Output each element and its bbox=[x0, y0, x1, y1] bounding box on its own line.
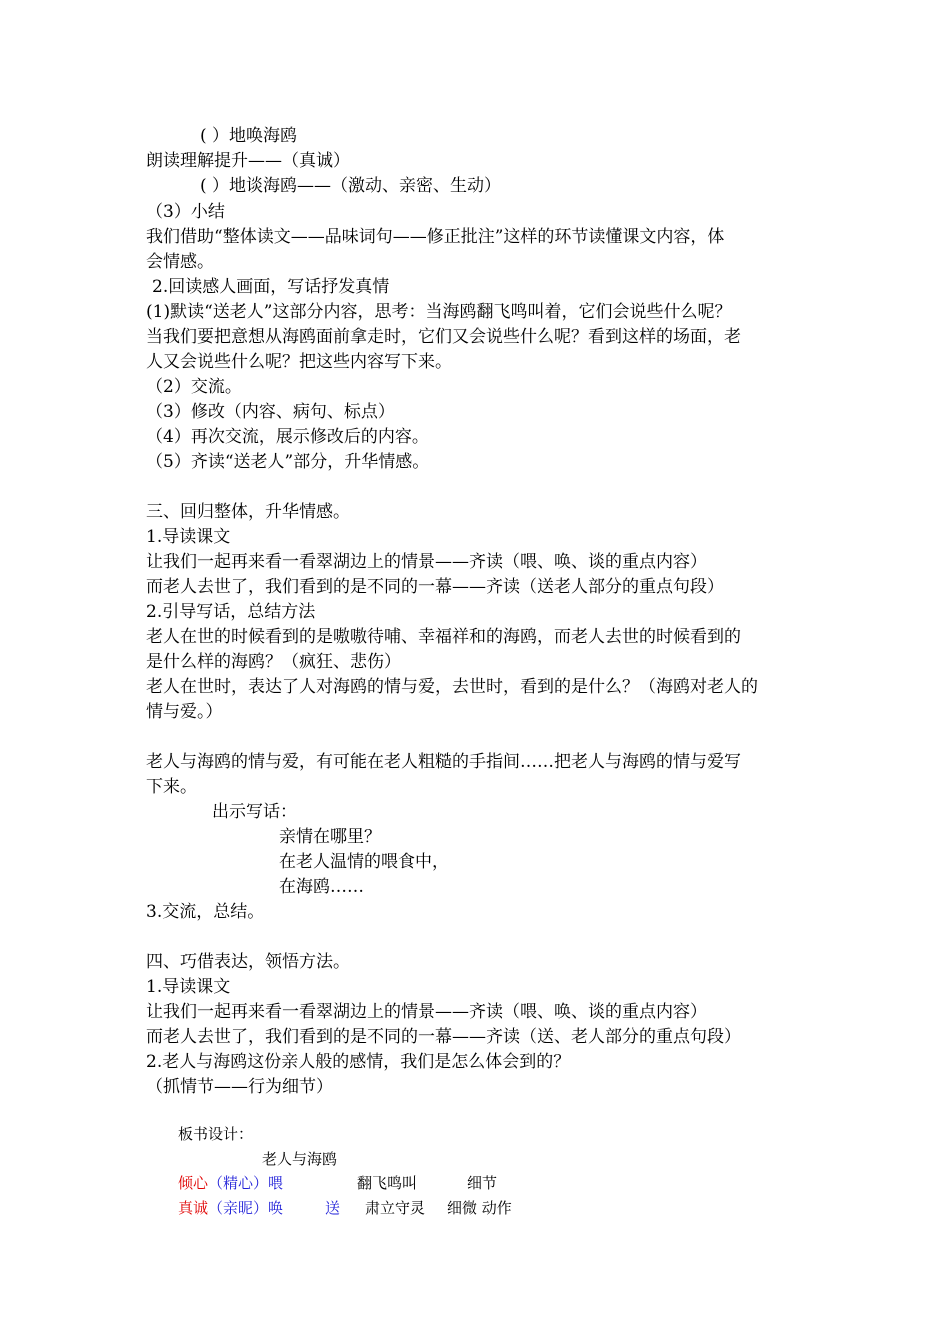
text-line: 下来。 bbox=[146, 777, 197, 797]
section-heading: 三、回归整体，升华情感。 bbox=[146, 502, 350, 522]
text-line: 是什么样的海鸥？（疯狂、悲伤） bbox=[146, 652, 401, 672]
text-line: 在老人温情的喂食中， bbox=[279, 852, 449, 872]
text-line: 老人在世的时候看到的是嗷嗷待哺、幸福祥和的海鸥，而老人去世的时候看到的 bbox=[146, 627, 741, 647]
text-line: 2.老人与海鸥这份亲人般的感情，我们是怎么体会到的？ bbox=[146, 1052, 571, 1072]
text-line: 出示写话： bbox=[212, 802, 297, 822]
text-line: 当我们要把意想从海鸥面前拿走时，它们又会说些什么呢？看到这样的场面，老 bbox=[146, 327, 741, 347]
text-line: 1.导读课文 bbox=[146, 527, 231, 547]
text-line: 亲情在哪里？ bbox=[279, 827, 381, 847]
text-line: 而老人去世了，我们看到的是不同的一幕——齐读（送老人部分的重点句段） bbox=[146, 577, 724, 597]
board-row2-mid: 肃立守灵 bbox=[365, 1199, 426, 1217]
text-line: ( ）地唤海鸥 bbox=[200, 126, 298, 146]
text-line: 2.回读感人画面，写话抒发真情 bbox=[152, 277, 390, 297]
text-line: 1.导读课文 bbox=[146, 977, 231, 997]
text-line: 3.交流，总结。 bbox=[146, 902, 265, 922]
text-line: 朗读理解提升——（真诚） bbox=[146, 151, 350, 171]
text-line: 让我们一起再来看一看翠湖边上的情景——齐读（喂、唤、谈的重点内容） bbox=[146, 552, 707, 572]
text-line: 2.引导写话，总结方法 bbox=[146, 602, 316, 622]
board-title: 老人与海鸥 bbox=[262, 1150, 338, 1168]
text-line: （5）齐读“送老人”部分，升华情感。 bbox=[146, 452, 430, 472]
board-row2-blue: （亲昵）唤 bbox=[208, 1199, 284, 1217]
board-row1-mid: 翻飞鸣叫 bbox=[357, 1174, 418, 1192]
text-line: ( ）地谈海鸥——（激动、亲密、生动） bbox=[200, 176, 502, 196]
text-line: 我们借助“整体读文——品味词句——修正批注”这样的环节读懂课文内容，体 bbox=[146, 227, 725, 247]
text-line: （3）修改（内容、病句、标点） bbox=[146, 402, 395, 422]
board-row1-blue: （精心）喂 bbox=[208, 1174, 284, 1192]
section-heading: 四、巧借表达，领悟方法。 bbox=[146, 952, 350, 972]
text-line: （2）交流。 bbox=[146, 377, 242, 397]
board-row2-red: 真诚 bbox=[178, 1199, 209, 1217]
text-line: (1)默读“送老人”这部分内容，思考：当海鸥翻飞鸣叫着，它们会说些什么呢？ bbox=[146, 302, 732, 322]
text-line: 让我们一起再来看一看翠湖边上的情景——齐读（喂、唤、谈的重点内容） bbox=[146, 1002, 707, 1022]
text-line: 在海鸥…… bbox=[279, 877, 364, 897]
text-line: （3）小结 bbox=[146, 202, 225, 222]
text-line: 老人与海鸥的情与爱，有可能在老人粗糙的手指间……把老人与海鸥的情与爱写 bbox=[146, 752, 741, 772]
text-line: （4）再次交流，展示修改后的内容。 bbox=[146, 427, 429, 447]
text-line: 人又会说些什么呢？把这些内容写下来。 bbox=[146, 352, 452, 372]
text-line: 而老人去世了，我们看到的是不同的一幕——齐读（送、老人部分的重点句段） bbox=[146, 1027, 741, 1047]
text-line: （抓情节——行为细节） bbox=[146, 1077, 333, 1097]
board-row1-red: 倾心 bbox=[178, 1174, 209, 1192]
text-line: 老人在世时，表达了人对海鸥的情与爱，去世时，看到的是什么？（海鸥对老人的 bbox=[146, 677, 758, 697]
board-row1-end: 细节 bbox=[467, 1174, 498, 1192]
board-row2-end: 细微 动作 bbox=[447, 1199, 512, 1217]
board-label: 板书设计： bbox=[178, 1125, 254, 1143]
text-line: 会情感。 bbox=[146, 252, 214, 272]
board-row2-blue2: 送 bbox=[325, 1199, 341, 1217]
text-line: 情与爱。） bbox=[146, 702, 223, 722]
